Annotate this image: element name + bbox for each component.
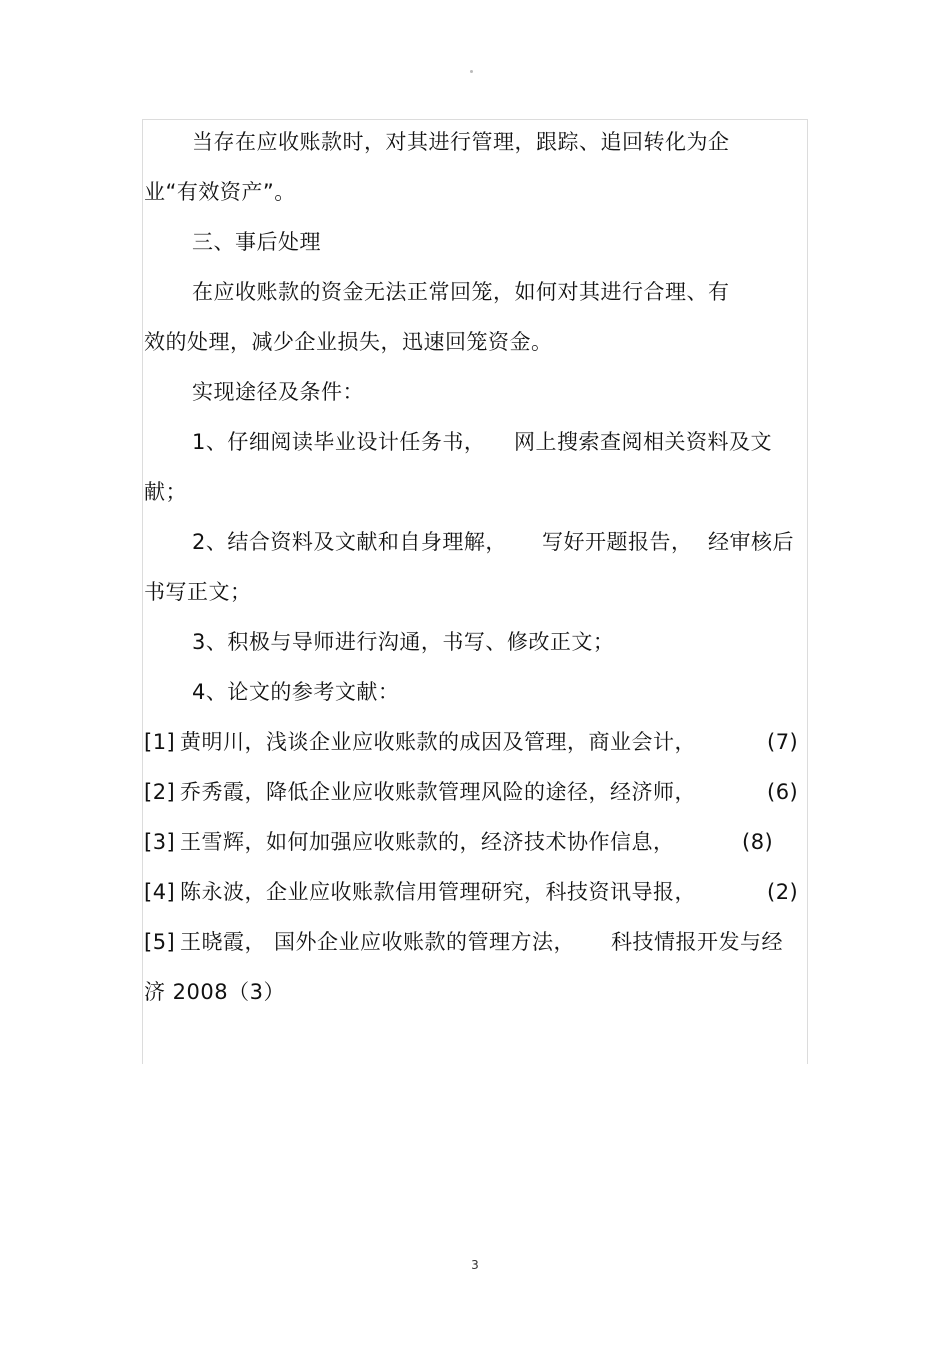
reference-3-text: 王雪辉，如何加强应收账款的，经济技术协作信息， xyxy=(180,830,675,854)
section-heading-post-processing: 三、事后处理 xyxy=(192,230,321,254)
reference-5-text-c: 科技情报开发与经 xyxy=(611,930,783,954)
paragraph-2-line-2: 效的处理，减少企业损失，迅速回笼资金。 xyxy=(144,330,553,354)
conditions-heading: 实现途径及条件： xyxy=(192,380,364,404)
reference-2-issue: (6) xyxy=(767,780,799,804)
reference-5-text-a: 王晓霞， xyxy=(180,930,266,954)
reference-3-issue: (8) xyxy=(742,830,774,854)
step-1-part-a: 1、仔细阅读毕业设计任务书， xyxy=(192,430,486,454)
reference-2-label: [2] xyxy=(144,780,176,804)
reference-3-label: [3] xyxy=(144,830,176,854)
reference-5-text-b: 国外企业应收账款的管理方法， xyxy=(274,930,575,954)
step-4-references-heading: 4、论文的参考文献： xyxy=(192,680,400,704)
step-1-part-c: 献； xyxy=(144,480,187,504)
reference-4-label: [4] xyxy=(144,880,176,904)
paragraph-2-line-1: 在应收账款的资金无法正常回笼，如何对其进行合理、有 xyxy=(192,280,730,304)
step-2-part-b: 写好开题报告， xyxy=(542,530,693,554)
step-2-part-a: 2、结合资料及文献和自身理解， xyxy=(192,530,507,554)
top-dot-mark xyxy=(470,70,473,73)
step-1-part-b: 网上搜索查阅相关资料及文 xyxy=(514,430,772,454)
reference-5-label: [5] xyxy=(144,930,176,954)
reference-4-text: 陈永波，企业应收账款信用管理研究，科技资讯导报， xyxy=(180,880,696,904)
step-2-part-d: 书写正文； xyxy=(144,580,252,604)
paragraph-1-line-2: 业“有效资产”。 xyxy=(144,180,296,204)
step-3: 3、积极与导师进行沟通，书写、修改正文； xyxy=(192,630,615,654)
reference-1-text: 黄明川，浅谈企业应收账款的成因及管理，商业会计， xyxy=(180,730,696,754)
reference-4-issue: (2) xyxy=(767,880,799,904)
reference-5-text-d: 济 2008（3） xyxy=(144,980,285,1004)
page-number: 3 xyxy=(471,1258,479,1272)
reference-1-label: [1] xyxy=(144,730,176,754)
reference-1-issue: (7) xyxy=(767,730,799,754)
step-2-part-c: 经审核后 xyxy=(708,530,794,554)
paragraph-1-line-1: 当存在应收账款时，对其进行管理，跟踪、追回转化为企 xyxy=(192,130,730,154)
reference-2-text: 乔秀霞，降低企业应收账款管理风险的途径，经济师， xyxy=(180,780,696,804)
